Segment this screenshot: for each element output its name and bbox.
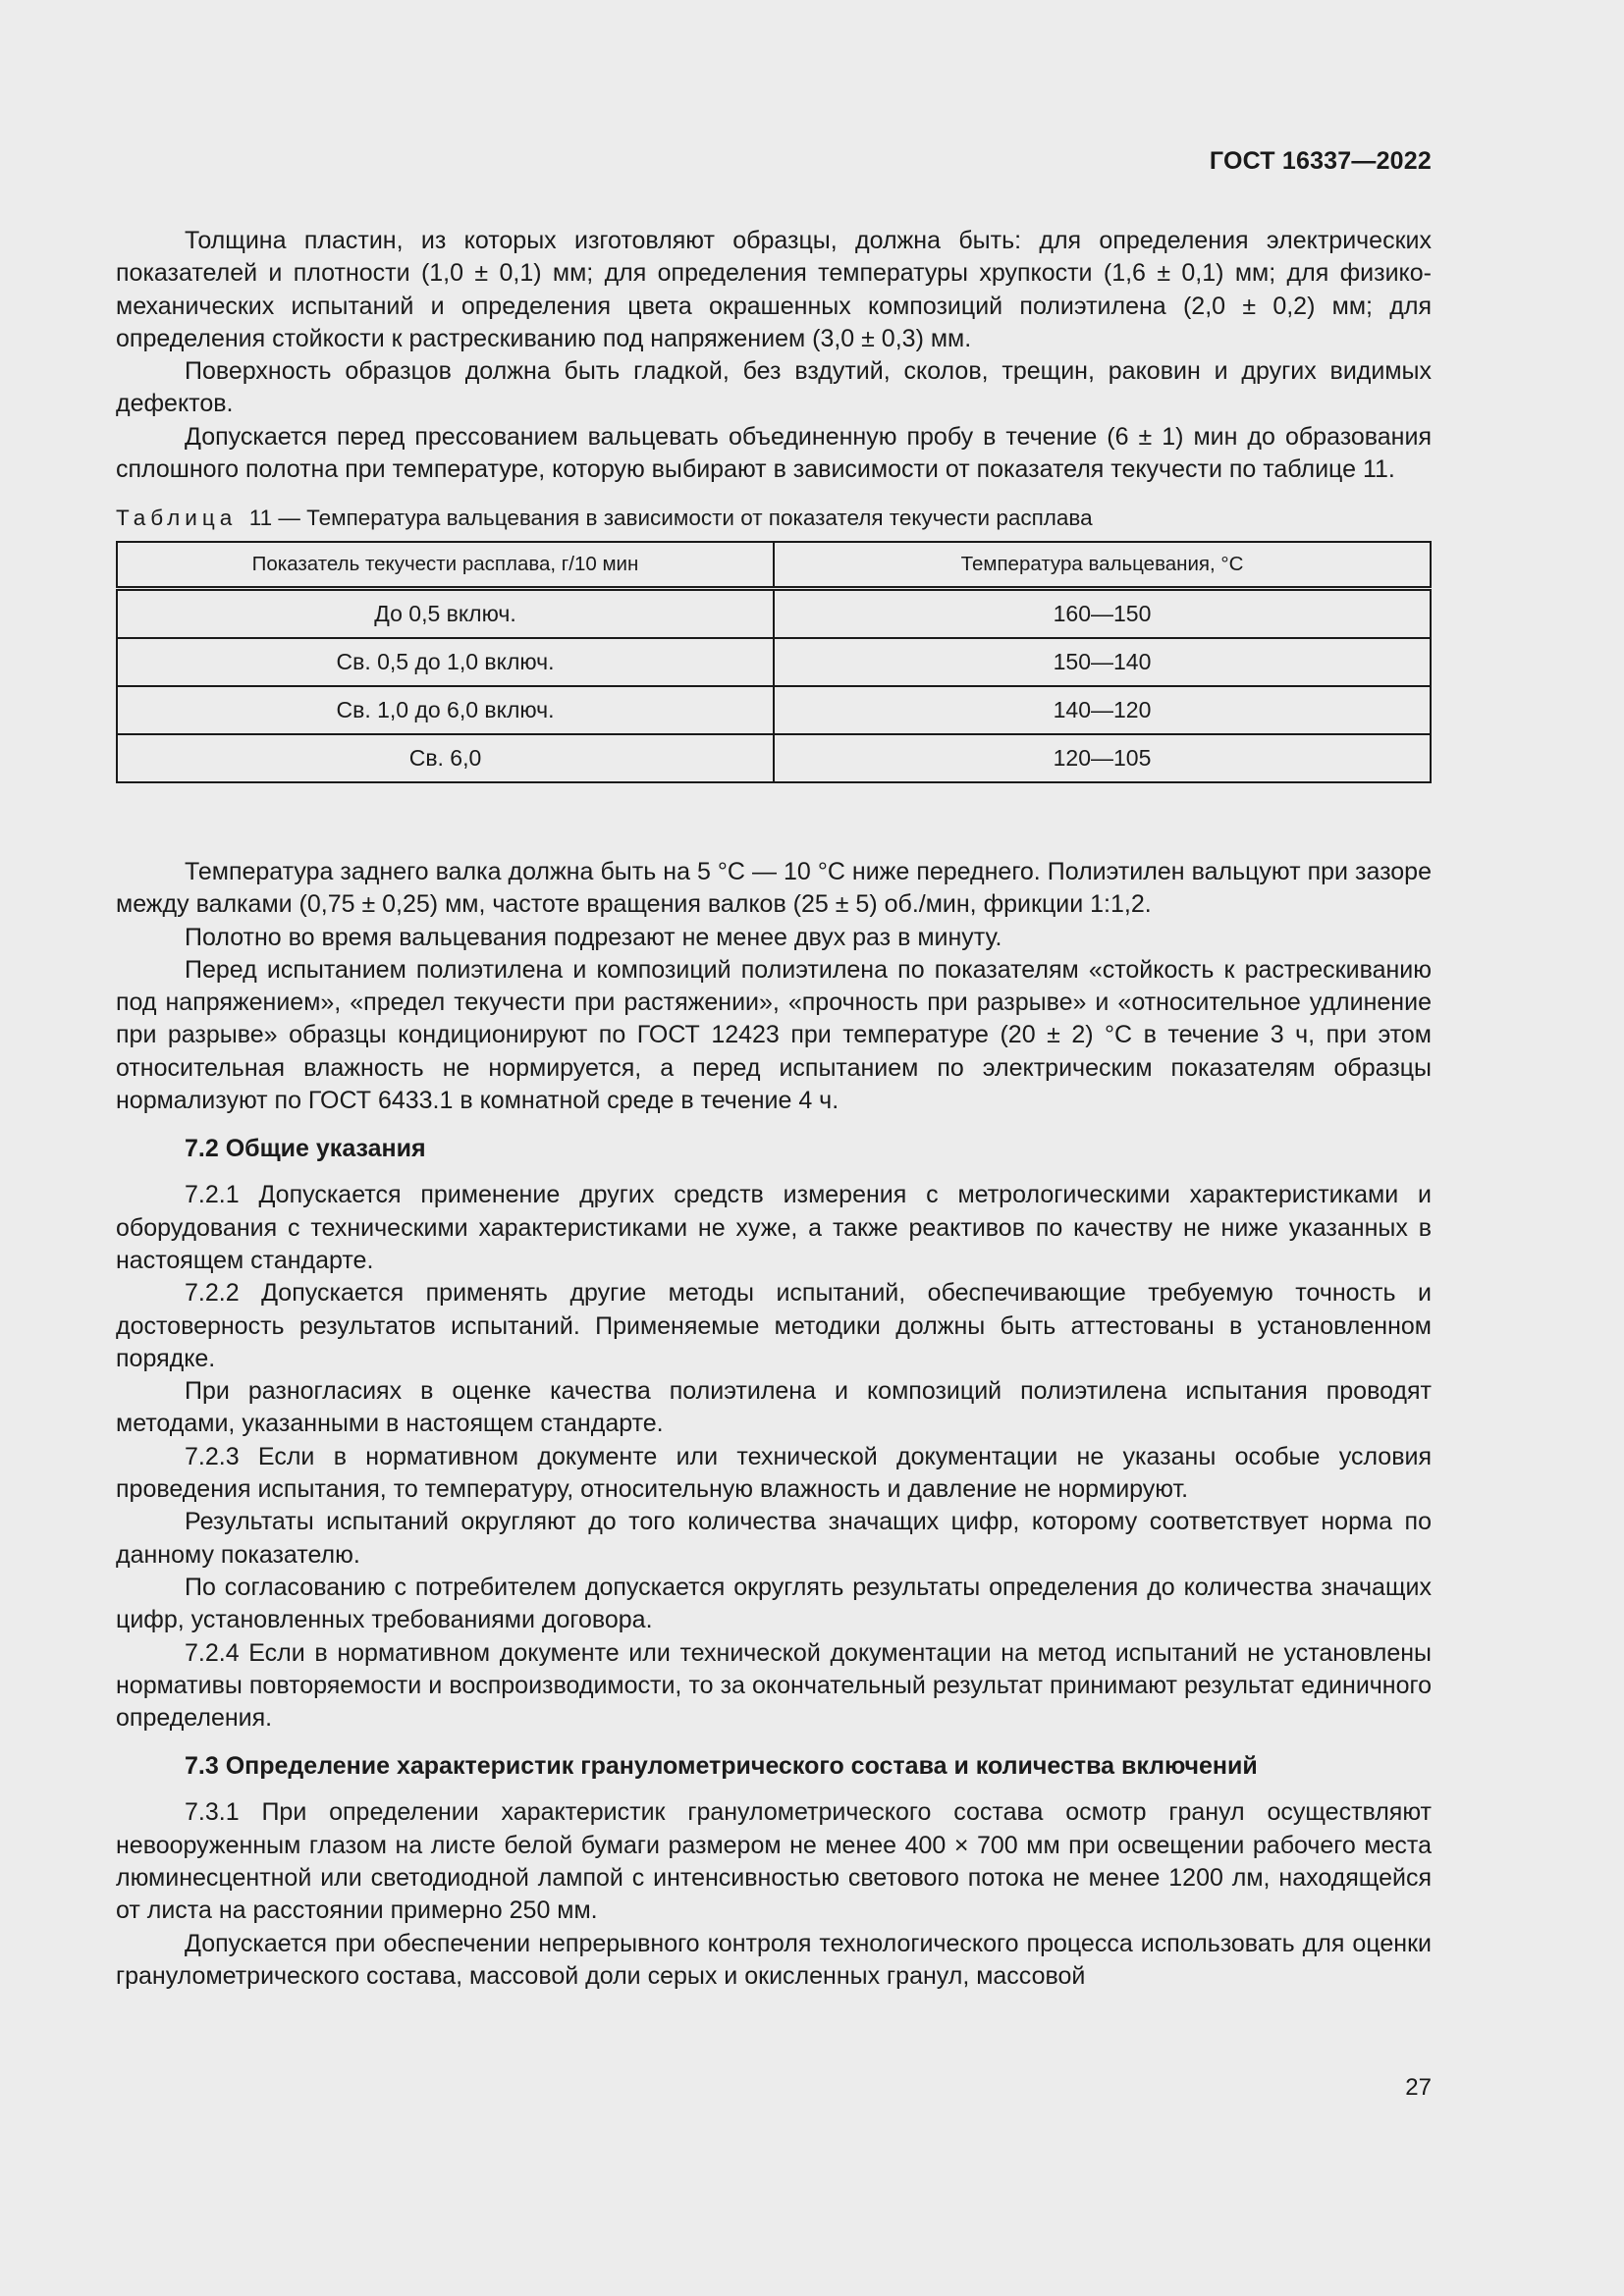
page-number: 27 bbox=[1405, 2074, 1432, 2101]
table-caption-text: 11 — Температура вальцевания в зависимости от показателя текучести расплава bbox=[248, 506, 1093, 531]
table-caption bbox=[116, 504, 1432, 533]
paragraph: 7.3.1 При определении характеристик гранулометрического состава осмотр гранул осуществляют невооруженным глазом на листе белой бумаги размером не менее 400 × 700 мм при освещении рабочего места люминесцентной или светодиодной лампой с интенсивностью светового потока не менее 1200 лм, находящейся от листа на расстоянии примерно 250 мм. bbox=[116, 1798, 1432, 1925]
table-row bbox=[117, 686, 1431, 734]
data-table bbox=[116, 541, 1432, 783]
table-caption-word: Таблица bbox=[116, 506, 238, 531]
document-page bbox=[116, 0, 1432, 2296]
paragraph: Полотно во время вальцевания подрезают не менее двух раз в минуту. bbox=[185, 923, 1002, 951]
document-header: ГОСТ 16337—2022 bbox=[1209, 147, 1432, 175]
paragraph: Перед испытанием полиэтилена и композиций полиэтилена по показателям «стойкость к растрескиванию под напряжением», «предел текучести при растяжении», «прочность при разрыве» и «относительное удлинение при разрыве» образцы кондиционируют по ГОСТ 12423 при температуре (20 ± 2) °С в течение 3 ч, при этом относительная влажность не нормируется, а перед испытанием по электрическим показателям образцы нормализуют по ГОСТ 6433.1 в комнатной среде в течение 4 ч. bbox=[116, 955, 1432, 1115]
table-cell: 160—150 bbox=[774, 589, 1431, 639]
paragraph: Температура заднего валка должна быть на 5 °С — 10 °С ниже переднего. Полиэтилен вальцуют при зазоре между валками (0,75 ± 0,25) мм, частоте вращения валков (25 ± 5) об./мин, фрикции 1:1,2. bbox=[116, 858, 1432, 919]
paragraph: 7.2.1 Допускается применение других средств измерения с метрологическими характеристиками и оборудования с техническими характеристиками не хуже, а также реактивов по качеству не ниже указанных в настоящем стандарте. bbox=[116, 1181, 1432, 1274]
paragraph: При разногласиях в оценке качества полиэтилена и композиций полиэтилена испытания проводят методами, указанными в настоящем стандарте. bbox=[116, 1377, 1432, 1438]
paragraph: По согласованию с потребителем допускается округлять результаты определения до количества значащих цифр, установленных требованиями договора. bbox=[116, 1573, 1432, 1634]
table-cell: Св. 0,5 до 1,0 включ. bbox=[117, 638, 774, 686]
paragraph: 7.2.2 Допускается применять другие методы испытаний, обеспечивающие требуемую точность и достоверность результатов испытаний. Применяемые методики должны быть аттестованы в установленном порядке. bbox=[116, 1279, 1432, 1372]
paragraph: Толщина пластин, из которых изготовляют образцы, должна быть: для определения электрических показателей и плотности (1,0 ± 0,1) мм; для определения температуры хрупкости (1,6 ± 0,1) мм; для физико-механических испытаний и определения цвета окрашенных композиций полиэтилена (2,0 ± 0,2) мм; для определения стойкости к растрескиванию под напряжением (3,0 ± 0,3) мм. bbox=[116, 227, 1432, 352]
table-cell: 150—140 bbox=[774, 638, 1431, 686]
column-header: Температура вальцевания, °С bbox=[774, 542, 1431, 589]
column-header: Показатель текучести расплава, г/10 мин bbox=[117, 542, 774, 589]
table-cell: Св. 1,0 до 6,0 включ. bbox=[117, 686, 774, 734]
paragraph: Результаты испытаний округляют до того количества значащих цифр, которому соответствует норма по данному показателю. bbox=[116, 1508, 1432, 1569]
paragraph: 7.2.3 Если в нормативном документе или технической документации не указаны особые условия проведения испытания, то температуру, относительную влажность и давление не нормируют. bbox=[116, 1442, 1432, 1504]
table-cell: Св. 6,0 bbox=[117, 734, 774, 782]
table-cell: 140—120 bbox=[774, 686, 1431, 734]
paragraph: Допускается перед прессованием вальцевать объединенную пробу в течение (6 ± 1) мин до образования сплошного полотна при температуре, которую выбирают в зависимости от показателя текучести по таблице 11. bbox=[116, 422, 1432, 484]
table-header-row bbox=[117, 542, 1431, 589]
section-heading-7-2: 7.2 Общие указания bbox=[185, 1135, 426, 1163]
paragraph: 7.2.4 Если в нормативном документе или технической документации на метод испытаний не установлены нормативы повторяемости и воспроизводимости, то за окончательный результат принимают результат единичного определения. bbox=[116, 1638, 1432, 1733]
text-block-top bbox=[116, 225, 1432, 783]
table-row bbox=[117, 638, 1431, 686]
table-cell: 120—105 bbox=[774, 734, 1431, 782]
section-heading-7-3: 7.3 Определение характеристик гранулометрического состава и количества включений bbox=[185, 1752, 1258, 1781]
table-row bbox=[117, 734, 1431, 782]
text-block-main bbox=[116, 856, 1432, 1993]
paragraph: Поверхность образцов должна быть гладкой, без вздутий, сколов, трещин, раковин и других видимых дефектов. bbox=[116, 357, 1432, 418]
paragraph: Допускается при обеспечении непрерывного контроля технологического процесса использовать для оценки гранулометрического состава, массовой доли серых и окисленных гранул, массовой bbox=[116, 1929, 1432, 1990]
table-row bbox=[117, 589, 1431, 639]
table-cell: До 0,5 включ. bbox=[117, 589, 774, 639]
